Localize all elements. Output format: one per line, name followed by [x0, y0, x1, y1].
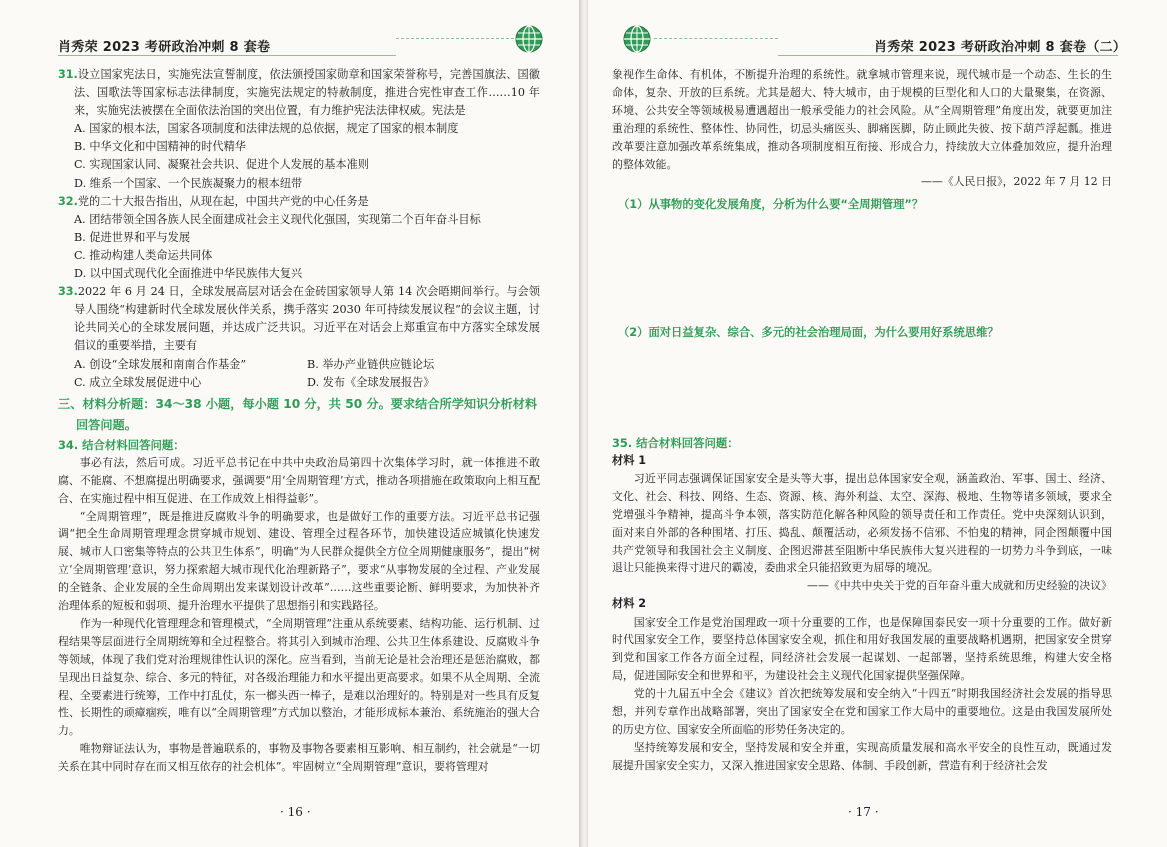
q31-stem: 设立国家宪法日，实施宪法宣誓制度，依法颁授国家勋章和国家荣誉称号，完善国旗法、国徽法、国歌法等国家标志法律制度，实施宪法规定的特赦制度，推进合宪性审查工作……10 年来，实施宪法被摆在全面依法治国的突出位置，有力维护宪法法律权威。宪法是 [74, 68, 540, 118]
q34-sub-question-1: （1）从事物的变化发展角度，分析为什么要“全周期管理”？ [618, 197, 924, 211]
left-page [0, 0, 581, 847]
q33-option-b: B. 举办产业链供应链论坛 [307, 357, 435, 371]
material-2-label: 材料 2 [612, 597, 647, 611]
q34-source: ——《人民日报》，2022 年 7 月 12 日 [920, 175, 1112, 189]
q33-options-row-1 [58, 356, 540, 374]
right-header-title: 肖秀荣 2023 考研政治冲刺 8 套卷（二） [874, 40, 1127, 55]
material-2-paragraph: 国家安全工作是党治国理政一项十分重要的工作，也是保障国泰民安一项十分重要的工作。做好新时代国家安全工作，要坚持总体国家安全观，抓住和用好我国发展的重要战略机遇期，把国家安全贯穿到党和国家工作各方面全过程，同经济社会发展一起谋划、一起部署，坚持系统思维，构建大安全格局，促进国际安全和世界和平，为建设社会主义现代化国家提供坚强保障。 [612, 615, 1112, 683]
q33-option-c: C. 成立全球发展促进中心 [74, 375, 202, 389]
left-header-rule [58, 55, 396, 56]
q34-continued: 象视作生命体、有机体，不断提升治理的系统性。就拿城市管理来说，现代城市是一个动态、生长的生命体，复杂、开放的巨系统。尤其是超大、特大城市，由于规模的巨型化和人口的大量聚集，在资源、环境、公共安全等领域极易遭遇超出一般承受能力的社会风险。从“全周期管理”角度出发，就要更加注重治理的系统性、整体性、协同性，切忌头痛医头、脚痛医脚，防止顾此失彼、按下葫芦浮起瓢。推进改革要注意加强改革系统集成，推动各项制度相互衔接、形成合力，持续放大立体叠加效应，提升治理的整体效能。 [612, 68, 1112, 171]
answer-space-1 [612, 214, 1112, 324]
q33-stem: 2022 年 6 月 24 日，全球发展高层对话会在金砖国家领导人第 14 次会晤期间举行。与会领导人围绕“构建新时代全球发展伙伴关系，携手落实 2030 年可持续发展议程”的会议主题，讨论共同关心的全球发展问题，并达成广泛共识。习近平在对话会上郑重宣布中方落实全球发展倡议的重要举措，主要有 [74, 285, 540, 353]
q31-number: 31. [58, 68, 78, 81]
q34-paragraph: 事必有法，然后可成。习近平总书记在中共中央政治局第四十次集体学习时，就一体推进不敢腐、不能腐、不想腐提出明确要求，强调要“用‘全周期管理’方式，推动各项措施在政策取向上相互配合、在实施过程中相互促进、在工作成效上相得益彰”。 [58, 455, 540, 505]
globe-logo-icon [514, 24, 544, 54]
q32-option-b: B. 促进世界和平与发展 [74, 230, 191, 244]
right-page-number: · 17 · [848, 805, 879, 819]
right-content [612, 66, 1112, 775]
q31-option-c: C. 实现国家认同、凝聚社会共识、促进个人发展的基本准则 [74, 158, 369, 172]
q34-title: 34. 结合材料回答问题： [58, 437, 185, 452]
question-31 [58, 66, 540, 120]
q34-paragraph: 唯物辩证法认为，事物是普遍联系的，事物及事物各要素相互影响、相互制约，社会就是“一切关系在其中同时存在而又相互依存的社会机体”。牢固树立“全周期管理”意识，要将管理对 [58, 742, 540, 774]
section-3-heading: 三、材料分析题：34～38 小题，每小题 10 分，共 50 分。要求结合所学知识分析材料回答问题。 [58, 396, 538, 432]
q32-option-c: C. 推动构建人类命运共同体 [74, 248, 213, 262]
left-header-title: 肖秀荣 2023 考研政治冲刺 8 套卷 [58, 40, 271, 55]
q34-paragraph: 作为一种现代化管理理念和管理模式，“全周期管理”注重从系统要素、结构功能、运行机制、过程结果等层面进行全周期统筹和全过程整合。将其引入到城市治理、公共卫生体系建设、反腐败斗争等领域，体现了我们党对治理规律性认识的深化。应当看到，当前无论是社会治理还是惩治腐败，都呈现出日益复杂、综合、多元的特征，对各级治理能力和水平提出更高要求。如果不从全周期、全流程、全要素进行统筹，工作中打乱仗，东一榔头西一棒子，是难以治理好的。特别是对一些具有反复性、长期性的顽瘴痼疾，唯有以“全周期管理”方式加以整治，才能形成标本兼治、系统施治的强大合力。 [58, 616, 540, 738]
q33-option-a: A. 创设“全球发展和南南合作基金” [74, 357, 247, 371]
answer-space-2 [612, 342, 1112, 434]
q33-options-row-2 [58, 374, 540, 392]
question-33 [58, 283, 540, 355]
globe-logo-icon [622, 24, 652, 54]
q35-title: 35. 结合材料回答问题： [612, 435, 739, 450]
q34-sub-question-2: （2）面对日益复杂、综合、多元的社会治理局面，为什么要用好系统思维？ [618, 325, 999, 339]
material-2-paragraph: 党的十九届五中全会《建议》首次把统筹发展和安全纳入“十四五”时期我国经济社会发展的指导思想，并列专章作出战略部署，突出了国家安全在党和国家工作大局中的重要地位。这是由我国发展所处的历史方位、国家安全所面临的形势任务决定的。 [612, 687, 1112, 736]
material-1-text: 习近平同志强调保证国家安全是头等大事，提出总体国家安全观，涵盖政治、军事、国土、经济、文化、社会、科技、网络、生态、资源、核、海外利益、太空、深海、极地、生物等诸多领域，要求全党增强斗争精神，提高斗争本领，落实防范化解各种风险的领导责任和工作责任。党中央深刻认识到，面对来自外部的各种围堵、打压、捣乱、颠覆活动，必须发扬不信邪、不怕鬼的精神，同企图颠覆中国共产党领导和我国社会主义制度、企图迟滞甚至阻断中华民族伟大复兴进程的一切势力斗争到底，一味退让只能换来得寸进尺的霸凌，委曲求全只能招致更为屈辱的境况。 [612, 471, 1112, 575]
question-32 [58, 193, 540, 211]
q33-number: 33. [58, 285, 78, 299]
right-page [588, 0, 1167, 847]
left-content [58, 66, 540, 776]
q34-paragraph: “全周期管理”，既是推进反腐败斗争的明确要求，也是做好工作的重要方法。习近平总书记强调“把全生命周期管理理念贯穿城市规划、建设、管理全过程各环节，加快建设适应城镇化快速发展、城市人口密集等特点的公共卫生体系”，明确“为人民群众提供全方位全周期健康服务”，提出“树立‘全周期管理’意识，努力探索超大城市现代化治理新路子”，要求“从事物发展的全过程、产业发展的全链条、企业发展的全生命周期出发来谋划设计改革”……这些重要论断、鲜明要求，为加快补齐治理体系的短板和弱项、提升治理水平提供了思想指引和实践路径。 [58, 509, 540, 613]
q31-option-a: A. 国家的根本法，国家各项制度和法律法规的总依据，规定了国家的根本制度 [74, 122, 459, 136]
q31-option-d: D. 维系一个国家、一个民族凝聚力的根本纽带 [74, 176, 303, 190]
q32-option-d: D. 以中国式现代化全面推进中华民族伟大复兴 [74, 267, 303, 281]
q33-option-d: D. 发布《全球发展报告》 [307, 375, 435, 389]
q32-stem: 党的二十大报告指出，从现在起，中国共产党的中心任务是 [77, 194, 369, 208]
material-2-paragraph: 坚持统筹发展和安全，坚持发展和安全并重，实现高质量发展和高水平安全的良性互动，既通过发展提升国家安全实力，又深入推进国家安全思路、体制、手段创新，营造有利于经济社会发 [612, 740, 1112, 772]
q31-option-b: B. 中华文化和中国精神的时代精华 [74, 140, 246, 154]
right-header-rule [778, 55, 1118, 56]
material-1-label: 材料 1 [612, 453, 647, 467]
left-page-number: · 16 · [280, 805, 311, 819]
left-header-dash [396, 38, 514, 55]
right-header-dash [654, 38, 778, 55]
material-1-source: ——《中共中央关于党的百年奋斗重大成就和历史经验的决议》 [807, 579, 1112, 593]
q32-option-a: A. 团结带领全国各族人民全面建成社会主义现代化强国，实现第二个百年奋斗目标 [74, 212, 481, 226]
q32-number: 32. [58, 194, 78, 208]
